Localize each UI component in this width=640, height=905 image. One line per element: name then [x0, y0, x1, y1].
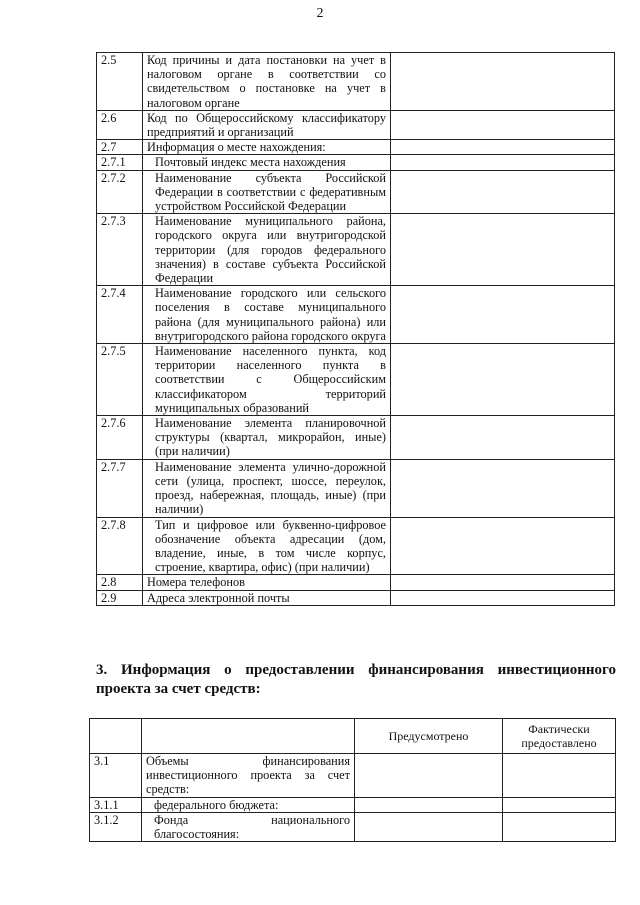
- row-number: 2.7.7: [97, 459, 143, 517]
- header-planned: Предусмотрено: [355, 719, 503, 754]
- header-name: [142, 719, 355, 754]
- value-cell[interactable]: [391, 575, 615, 590]
- row-description: Фонда национального благосостояния:: [142, 812, 355, 841]
- table-row: [97, 110, 615, 139]
- value-cell[interactable]: [391, 214, 615, 286]
- row-number: 2.7.3: [97, 214, 143, 286]
- table-row: [97, 344, 615, 416]
- row-description: Адреса электронной почты: [143, 590, 391, 605]
- row-number: 2.7.2: [97, 170, 143, 214]
- value-cell[interactable]: [391, 590, 615, 605]
- value-cell[interactable]: [391, 140, 615, 155]
- header-number: [90, 719, 142, 754]
- row-description: Номера телефонов: [143, 575, 391, 590]
- row-number: 2.7.5: [97, 344, 143, 416]
- section-3-title-text: 3. Информация о предоставлении финансирования инвестиционного проекта за счет средств:: [96, 662, 616, 697]
- row-number: 3.1.2: [90, 812, 142, 841]
- table-row: [97, 590, 615, 605]
- row-description: Объемы финансирования инвестиционного проекта за счет средств:: [142, 754, 355, 798]
- table-header-row: [90, 719, 616, 754]
- value-cell[interactable]: [391, 110, 615, 139]
- row-description: Код по Общероссийскому классификатору предприятий и организаций: [143, 110, 391, 139]
- row-number: 2.7.1: [97, 155, 143, 170]
- table-row: [97, 170, 615, 214]
- row-number: 2.8: [97, 575, 143, 590]
- table-row: [97, 416, 615, 460]
- value-cell[interactable]: [391, 517, 615, 575]
- planned-value-cell[interactable]: [355, 812, 503, 841]
- row-number: 2.7.6: [97, 416, 143, 460]
- row-description: Тип и цифровое или буквенно-цифровое обозначение объекта адресации (дом, владение, иные, в том числе корпус, строение, квартира, офис) (при наличии): [143, 517, 391, 575]
- header-actual: Фактически предоставлено: [503, 719, 616, 754]
- row-description: Код причины и дата постановки на учет в налоговом органе в соответствии со свидетельством о постановке на учет в налоговом органе: [143, 53, 391, 111]
- actual-value-cell[interactable]: [503, 812, 616, 841]
- planned-value-cell[interactable]: [355, 754, 503, 798]
- row-number: 2.7: [97, 140, 143, 155]
- row-number: 2.7.4: [97, 286, 143, 344]
- row-number: 2.9: [97, 590, 143, 605]
- organization-info-table: [96, 52, 615, 606]
- page-number: 2: [316, 6, 324, 21]
- row-description: Наименование субъекта Российской Федерации в соответствии с федеративным устройством Российской Федерации: [143, 170, 391, 214]
- row-number: 2.5: [97, 53, 143, 111]
- table-row: [97, 155, 615, 170]
- row-number: 2.7.8: [97, 517, 143, 575]
- row-description: Наименование элемента улично-дорожной сети (улица, проспект, шоссе, переулок, проезд, набережная, площадь, иные) (при наличии): [143, 459, 391, 517]
- value-cell[interactable]: [391, 155, 615, 170]
- table-row: [97, 140, 615, 155]
- section-3-title: [96, 661, 616, 699]
- row-number: 3.1.1: [90, 797, 142, 812]
- table-row: [90, 797, 616, 812]
- row-description: Наименование городского или сельского поселения в составе муниципального района (для муниципального района) или внутригородского района городского округа: [143, 286, 391, 344]
- row-description: Наименование элемента планировочной структуры (квартал, микрорайон, иные) (при наличии): [143, 416, 391, 460]
- row-number: 2.6: [97, 110, 143, 139]
- financing-table: [89, 718, 616, 842]
- actual-value-cell[interactable]: [503, 754, 616, 798]
- value-cell[interactable]: [391, 344, 615, 416]
- table-row: [97, 214, 615, 286]
- row-description: Наименование муниципального района, городского округа или внутригородской территории (для городов федерального значения) в составе субъекта Российской Федерации: [143, 214, 391, 286]
- actual-value-cell[interactable]: [503, 797, 616, 812]
- row-description: Почтовый индекс места нахождения: [143, 155, 391, 170]
- table-row: [97, 575, 615, 590]
- value-cell[interactable]: [391, 170, 615, 214]
- table-row: [90, 812, 616, 841]
- table-row: [97, 459, 615, 517]
- table-row: [97, 53, 615, 111]
- planned-value-cell[interactable]: [355, 797, 503, 812]
- value-cell[interactable]: [391, 459, 615, 517]
- table-row: [97, 286, 615, 344]
- row-description: Наименование населенного пункта, код территории населенного пункта в соответствии с Общероссийским классификатором территорий муниципальных образований: [143, 344, 391, 416]
- row-description: федерального бюджета:: [142, 797, 355, 812]
- table-row: [97, 517, 615, 575]
- row-number: 3.1: [90, 754, 142, 798]
- row-description: Информация о месте нахождения:: [143, 140, 391, 155]
- value-cell[interactable]: [391, 286, 615, 344]
- value-cell[interactable]: [391, 416, 615, 460]
- value-cell[interactable]: [391, 53, 615, 111]
- table-row: [90, 754, 616, 798]
